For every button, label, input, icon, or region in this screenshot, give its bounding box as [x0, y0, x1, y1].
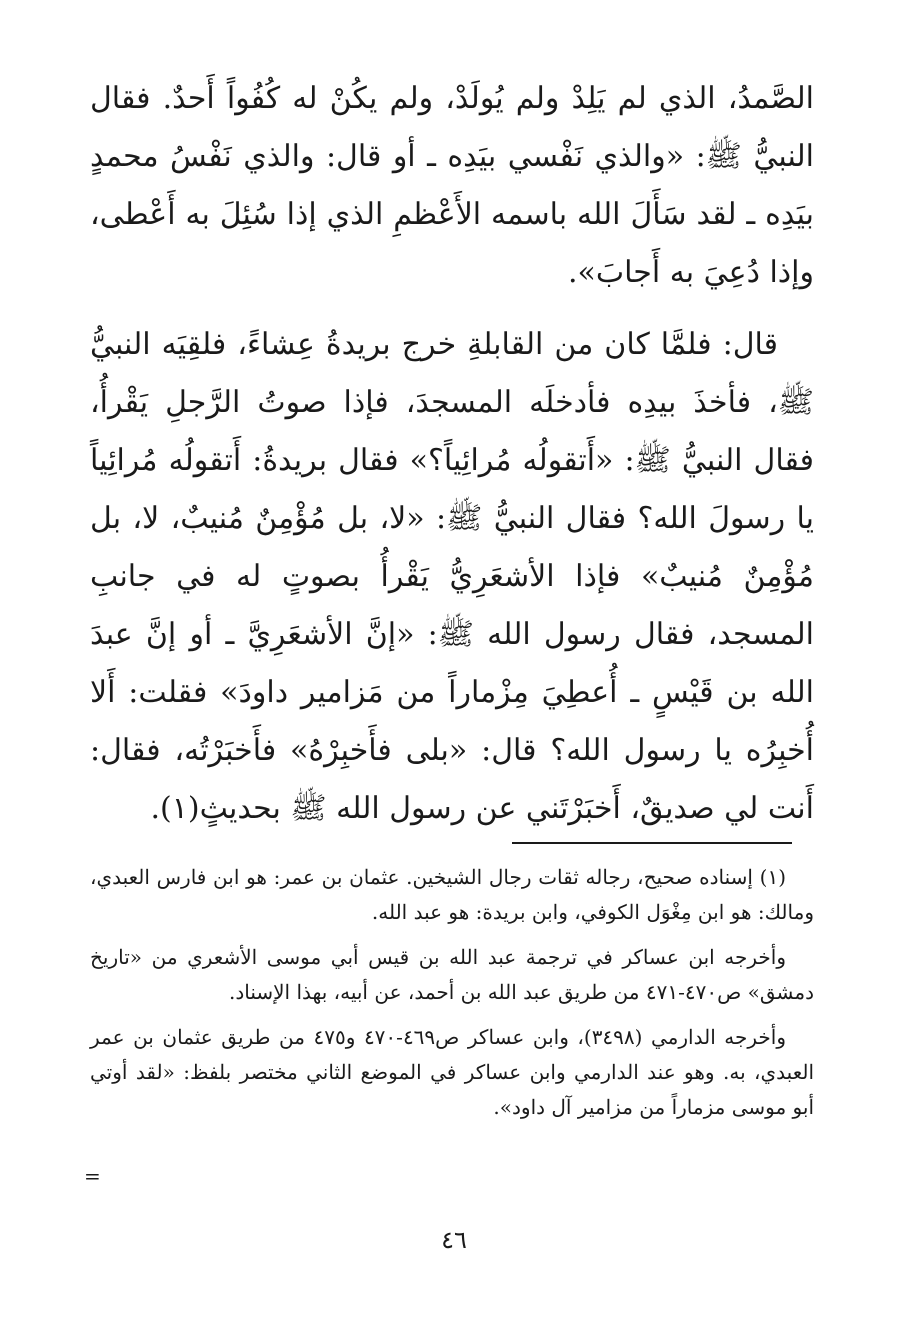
main-paragraph: قال: فلمَّا كان من القابلةِ خرج بريدةُ عِشاءً، فلقِيَه النبيُّ ﷺ، فأخذَ بيدِه فأدخلَه المسجدَ، فإذا صوتُ الرَّجلِ يَقْرأُ، فقال النبيُّ ﷺ: «أَتقولُه مُرائِياً؟» فقال بريدةُ: أَتقولُه مُرائِياً يا رسولَ الله؟ فقال النبيُّ ﷺ: «لا، بل مُؤْمِنٌ مُنيبٌ، لا، بل مُؤْمِنٌ مُنيبٌ» فإذا الأشعَرِيُّ يَقْرأُ بصوتٍ له في جانبِ المسجد، فقال رسول الله ﷺ: «إنَّ الأشعَرِيَّ ـ أو إنَّ عبدَ الله بن قَيْسٍ ـ أُعطِيَ مِزْماراً من مَزامير داودَ» فقلت: أَلا أُخبِرُه يا رسول الله؟ قال: «بلى فأَخبِرْهُ» فأَخبَرْتُه، فقال: أَنت لي صديقٌ، أَخبَرْتَني عن رسول الله ﷺ بحديثٍ(١).	[90, 327, 814, 826]
page-number: ٤٦	[441, 1226, 467, 1254]
footnote-divider	[512, 842, 792, 844]
footnote-paragraph: (١) إسناده صحيح، رجاله ثقات رجال الشيخين. عثمان بن عمر: هو ابن فارس العبدي، ومالك: هو ابن مِغْوَل الكوفي، وابن بريدة: هو عبد الله.	[90, 865, 814, 924]
footnotes	[90, 860, 814, 1125]
footnote-paragraph: وأخرجه ابن عساكر في ترجمة عبد الله بن قيس أبي موسى الأشعري من «تاريخ دمشق» ص٤٧٠-٤٧١ من طريق عبد الله بن أحمد، عن أبيه، بهذا الإسناد.	[90, 945, 814, 1004]
main-text	[90, 70, 814, 838]
footnote-continue-mark: =	[84, 1164, 101, 1188]
main-paragraph: الصَّمدُ، الذي لم يَلِدْ ولم يُولَدْ، ولم يكُنْ له كُفُواً أَحدٌ. فقال النبيُّ ﷺ: «والذي نَفْسي بيَدِه ـ أو قال: والذي نَفْسُ محمدٍ بيَدِه ـ لقد سَأَلَ الله باسمه الأَعْظمِ الذي إذا سُئِلَ به أَعْطى، وإذا دُعِيَ به أَجابَ».	[90, 81, 815, 290]
footnote-paragraph: وأخرجه الدارمي (٣٤٩٨)، وابن عساكر ص٤٦٩-٤٧٠ و٤٧٥ من طريق عثمان بن عمر العبدي، به. وهو عند الدارمي وابن عساكر في الموضع الثاني مختصر بلفظ: «لقد أوتي أبو موسى مزماراً من مزامير آل داود».	[90, 1025, 814, 1119]
